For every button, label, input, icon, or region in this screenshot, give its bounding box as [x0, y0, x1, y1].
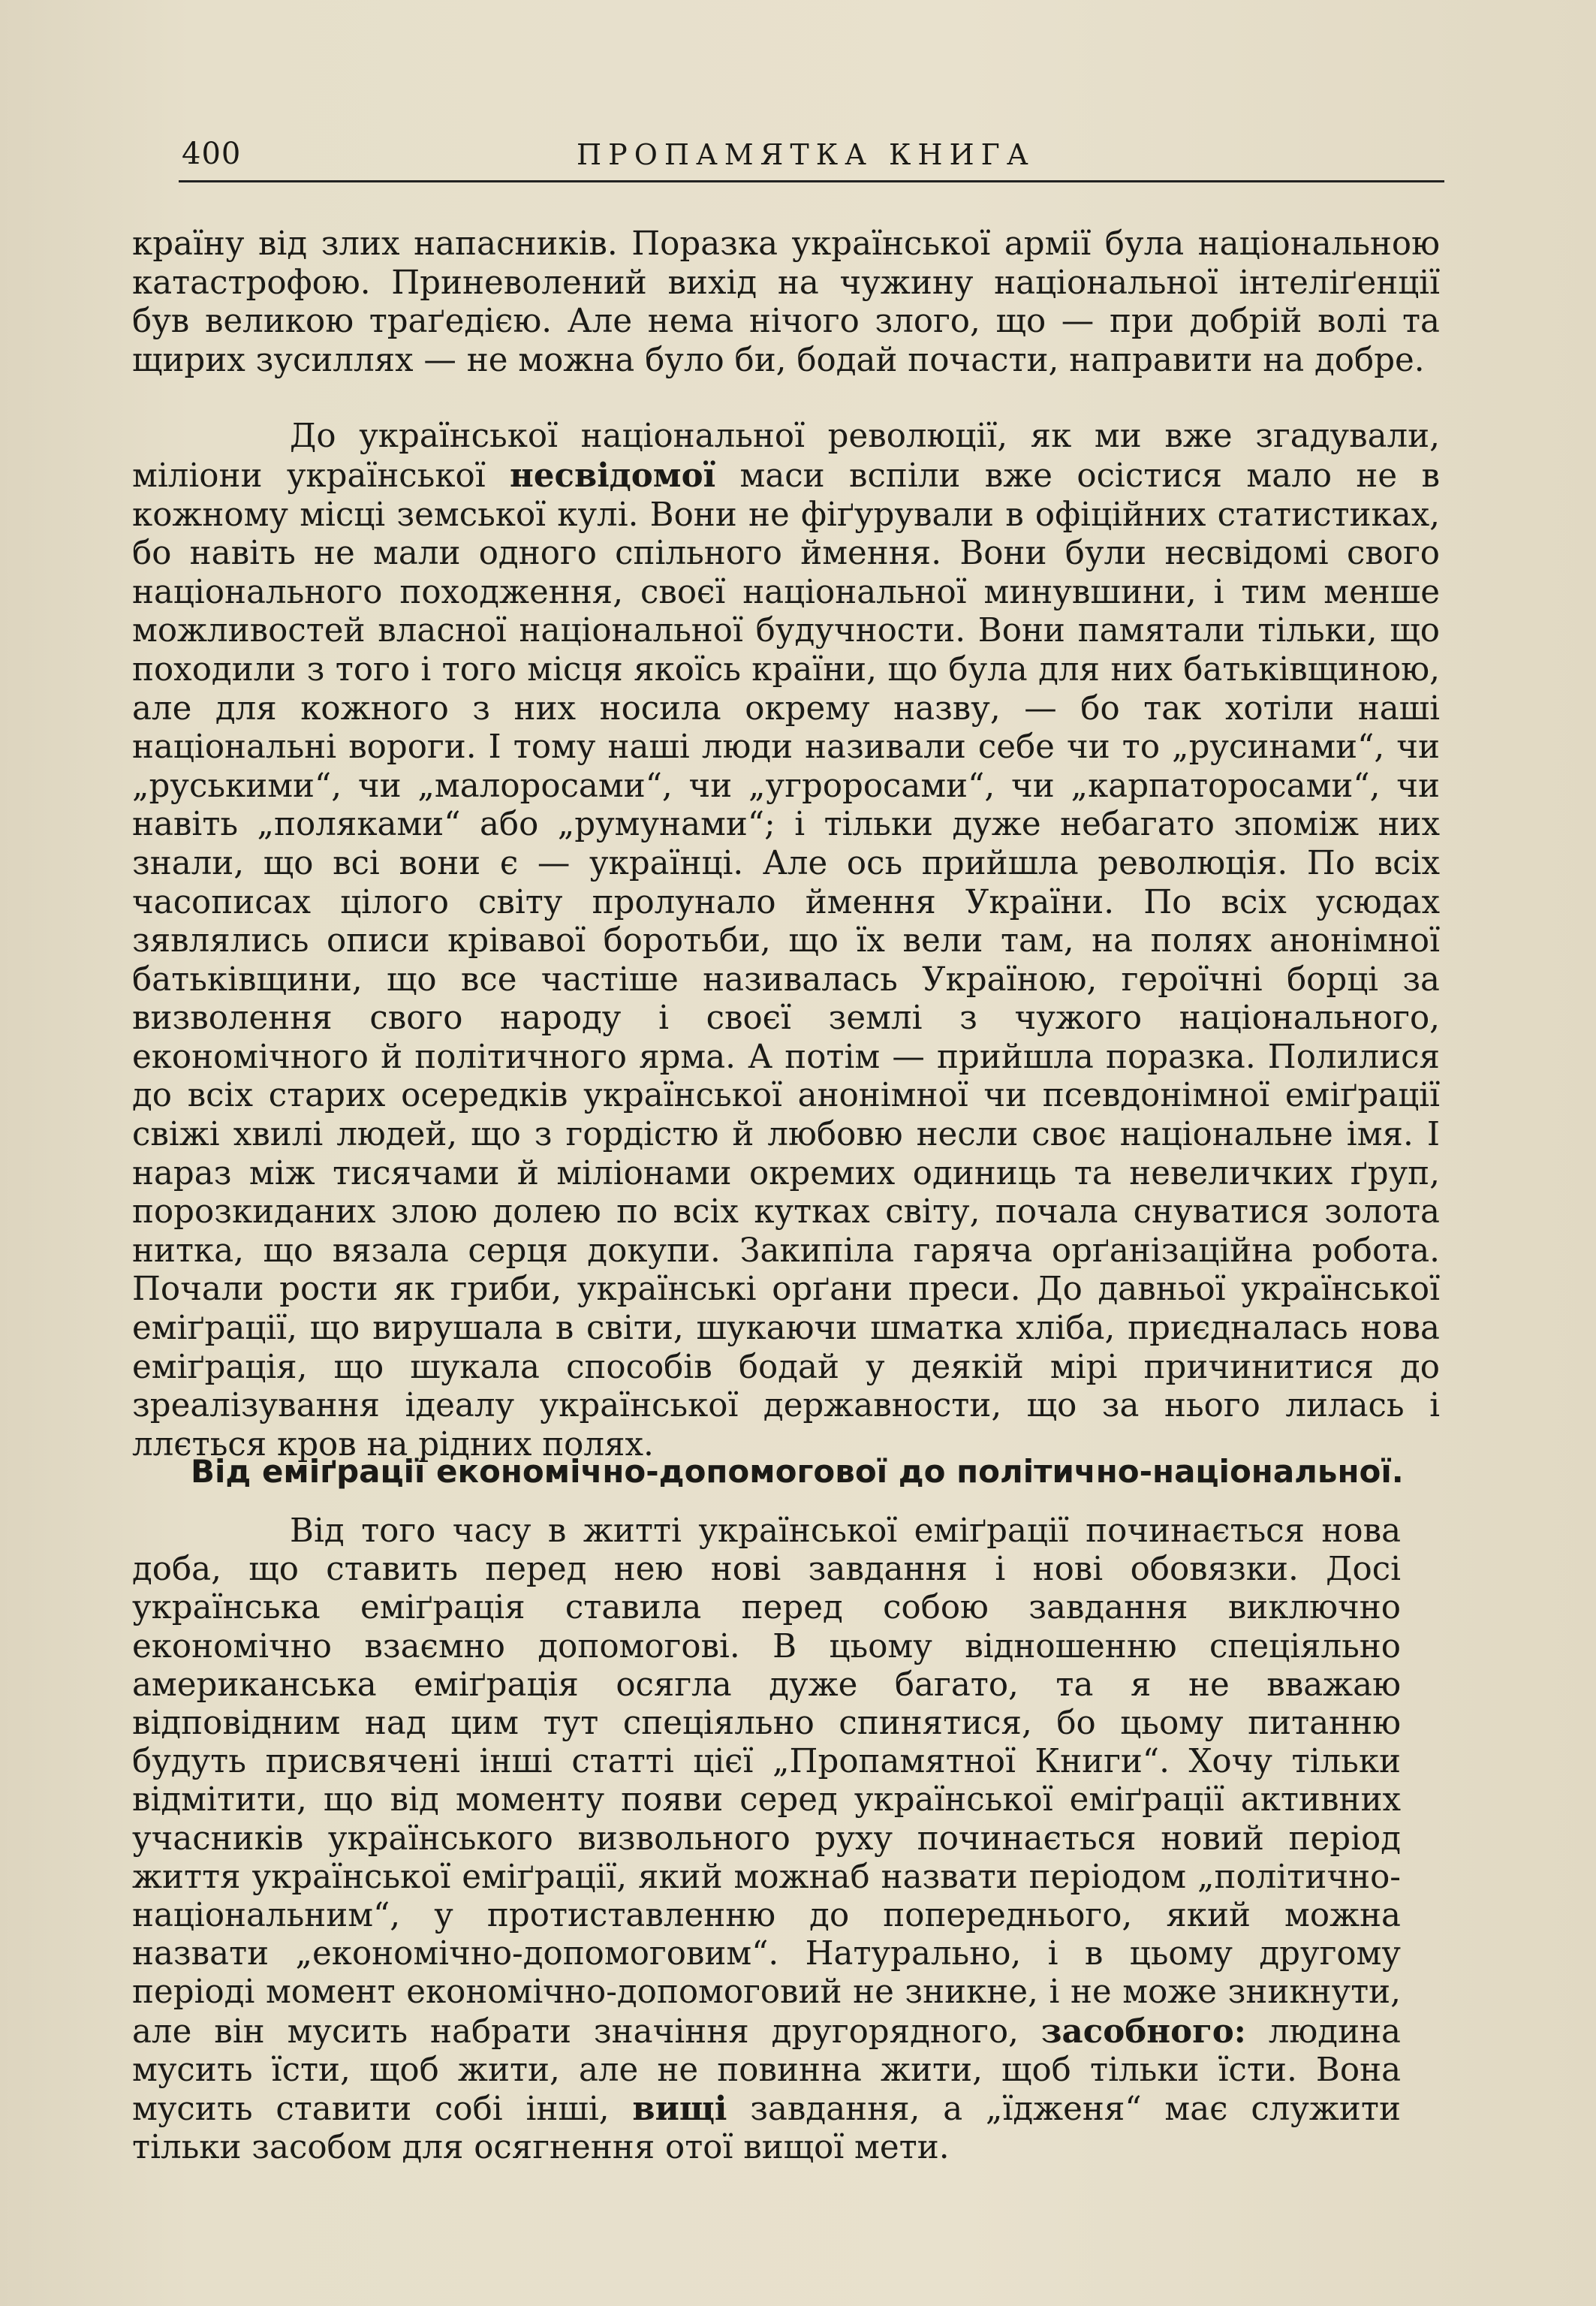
paragraph-2-text-a: До української національної революції, як ми вже згадували, міліони української — [132, 417, 1440, 495]
paragraph-3-text-c: завдання, а „їдженя“ має служити тільки засобом для осягнення отої вищої мети. — [132, 2090, 1401, 2167]
paragraph-3-bold-word-1: засобного: — [1040, 2012, 1246, 2051]
section-heading: Від еміґрації економічно-допомогової до політично-національної. — [191, 1453, 1404, 1490]
paragraph-2-bold-word: несвідомої — [510, 456, 716, 495]
paragraph-3 — [132, 1512, 1401, 2167]
paragraph-3-text-b: людина мусить їсти, щоб жити, але не повинна жити, щоб тільки їсти. Вона мусить ставити собі інші, — [132, 2012, 1401, 2129]
running-head: ПРОПАМЯТКА КНИГА — [577, 138, 1035, 171]
paragraph-2-text-b: маси вспіли вже осістися мало не в кожному місці земської кулі. Вони не фіґурували в офіційних статистиках, бо навіть не мали одного спільного ймення. Вони були несвідомі свого національного походження, своєї національної минувшини, і тим менше можливостей власної національної будучности. Вони памятали тільки, що походили з того і того місця якоїсь країни, що була для них батьківщиною, але для кожного з них носила окрему назву, — бо так хотіли наші національні вороги. І тому наші люди називали себе чи то „русинами“, чи „руськими“, чи „малоросами“, чи „угроросами“, чи „карпаторосами“, чи навіть „поляками“ або „румунами“; і тільки дуже небагато зпоміж них знали, що всі вони є — українці. Але ось прийшла революція. По всіх часописах цілого світу пролунало ймення України. По всіх усюдах зявлялись описи крівавої боротьби, що їх вели там, на полях анонімної батьківщини, що все частіше називалась Україною, героїчні борці за визволення свого народу і своєї землі з чужого національного, економічного й політичного ярма. А потім — прийшла поразка. Полилися до всіх старих осередків української анонімної чи псевдонімної еміґрації свіжі хвилі людей, що з гордістю й любовю несли своє національне імя. І нараз між тисячами й міліонами окремих одиниць та невеличких ґруп, порозкиданих злою долею по всіх кутках світу, почала снуватися золота нитка, що вязала серця докупи. Закипіла гаряча орґанізаційна робота. Почали рости як гриби, українські орґани преси. До давньої української еміґрації, що вирушала в світи, шукаючи шматка хліба, приєдналась нова еміґрація, що шукала способів бодай у деякій мірі причинитися до зреалізування ідеалу української державности, що за нього лилась і ллється кров на рідних полях. — [132, 457, 1441, 1463]
paragraph-2 — [132, 417, 1440, 1464]
paragraph-3-text-a: Від того часу в житті української еміґрації починається нова доба, що ставить перед нею нові завдання і нові обовязки. Досі українська еміґрація ставила перед собою завдання виключно економічно взаємно допомогові. В цьому відношенню спеціяльно американська еміґрація осягла дуже багато, та я не вважаю відповідним над цим тут спеціяльно спинятися, бо цьому питанню будуть присвячені інші статті цієї „Пропамятної Книги“. Хочу тільки відмітити, що від моменту появи серед української еміґрації активних учасників українського визвольного руху починається новий період життя української еміґрації, який можнаб назвати періодом „політично-національним“, у протиставленню до попереднього, який можна назвати „економічно-допомоговим“. Натурально, і в цьому другому періоді момент економічно-допомоговий не зникне, і не може зникнути, але він мусить набрати значіння другорядного, — [132, 1512, 1401, 2051]
page-header — [179, 128, 1444, 182]
paragraph-3-bold-word-2: вищі — [632, 2090, 727, 2129]
section-text-block — [132, 1512, 1401, 2167]
page-number: 400 — [182, 137, 242, 171]
paragraph-1: країну від злих напасників. Поразка української армії була національною катастрофою. Приневолений вихід на чужину національної інтеліґенції був великою траґедією. Але нема нічого злого, що — при добрій волі та щирих зусиллях — не можна було би, бодай почасти, направити на добре. — [132, 225, 1440, 379]
main-text-block — [132, 225, 1440, 1464]
